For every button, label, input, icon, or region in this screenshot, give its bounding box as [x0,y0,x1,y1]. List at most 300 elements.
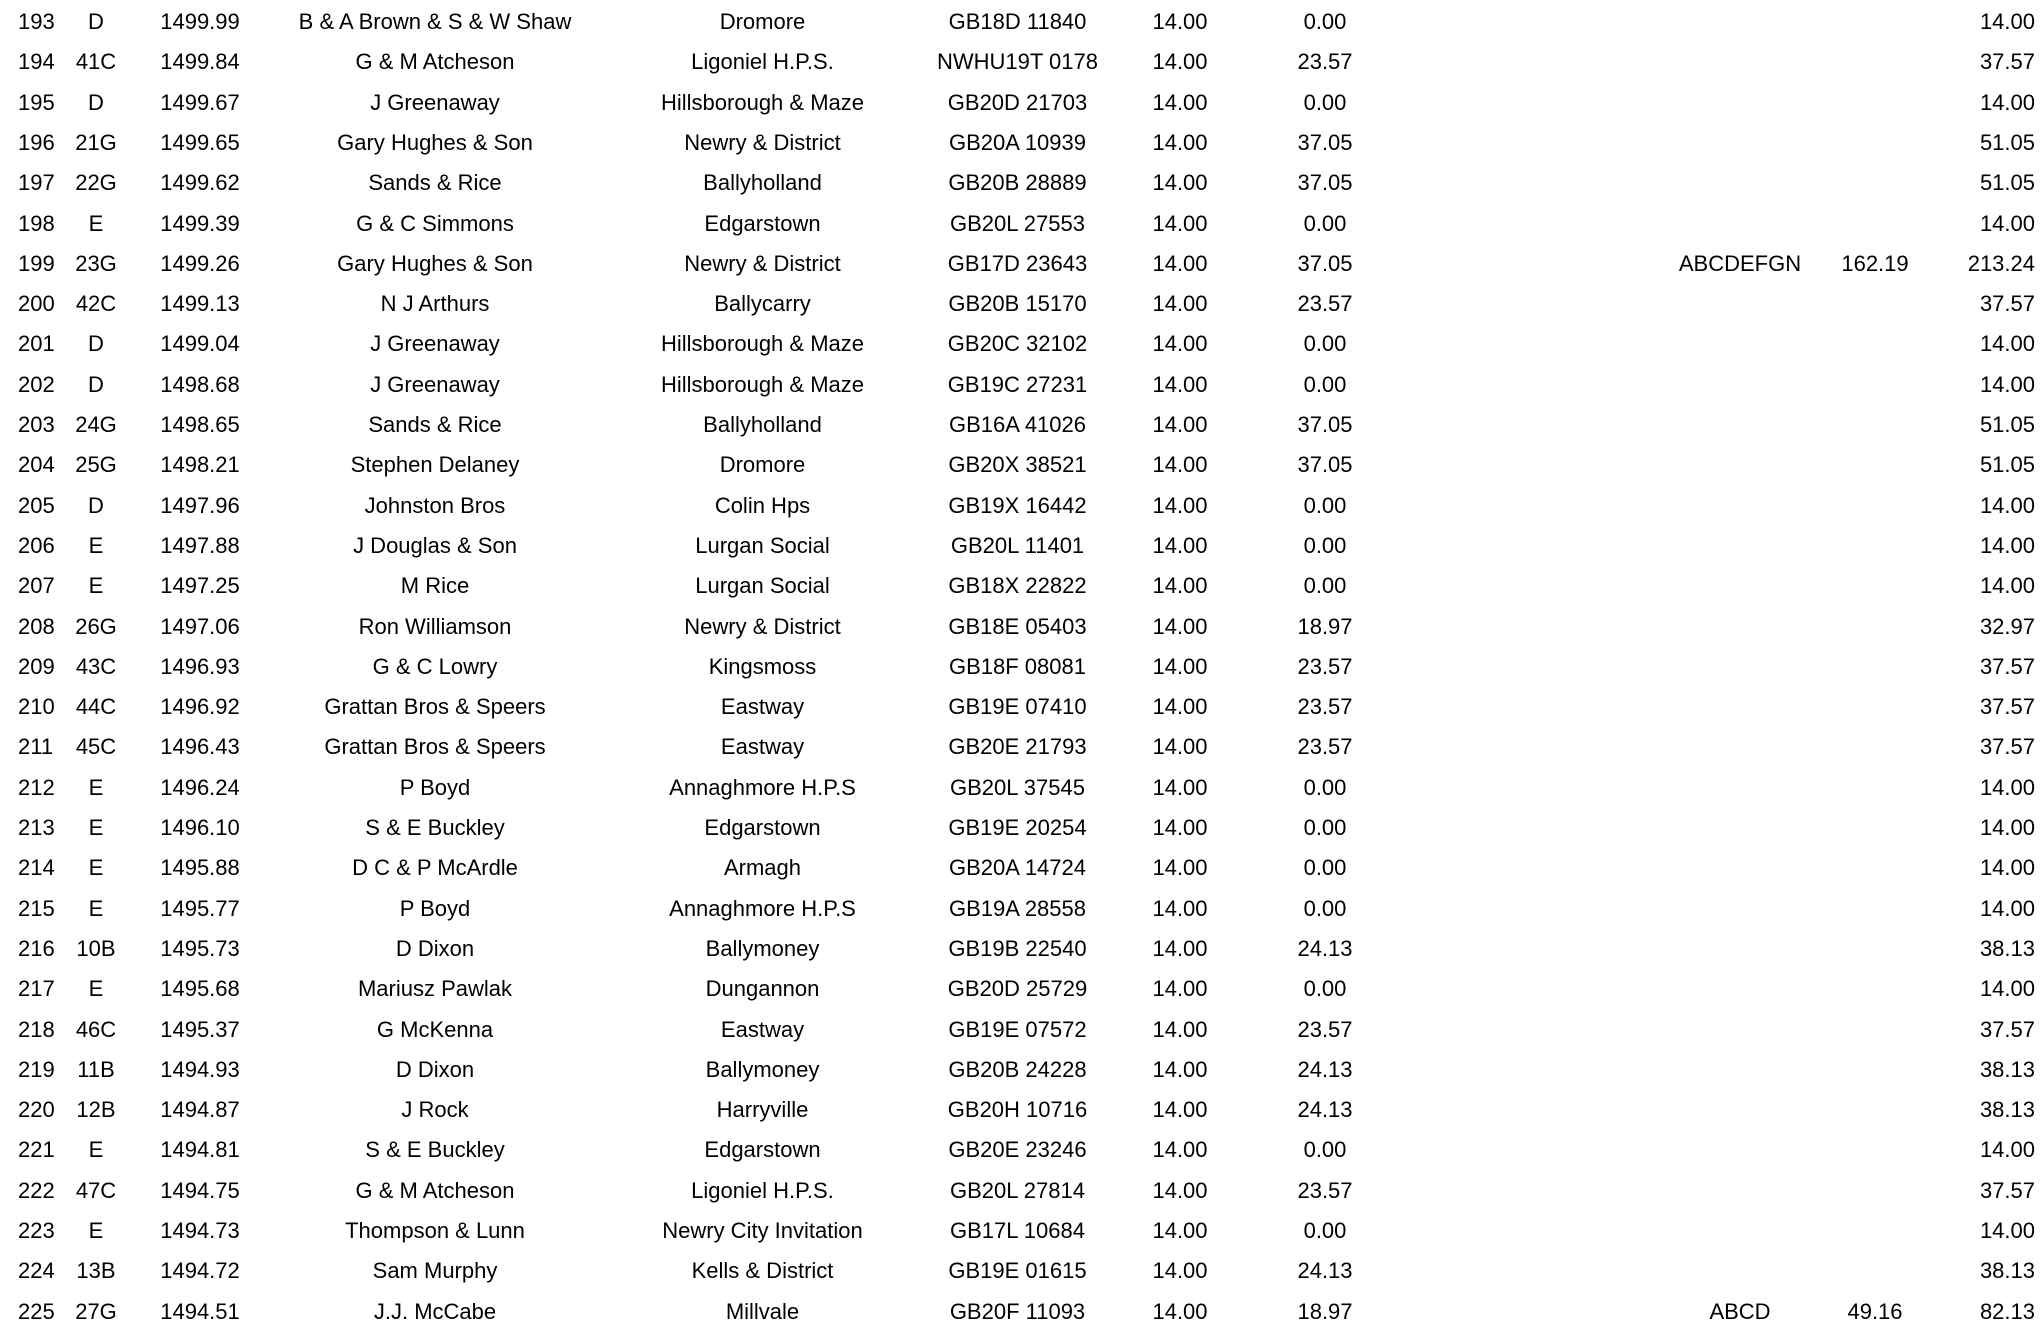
fancier-name-cell: J Greenaway [370,371,500,397]
entry-cell: 14.00 [1152,734,1208,760]
entry-cell: 14.00 [1152,895,1208,921]
rank-cell: 212 [18,774,55,800]
table-row [0,204,2043,244]
club-cell: Ballymoney [705,935,820,961]
total-cell: 14.00 [1979,1218,2035,1243]
pools-amount-cell [1820,123,1930,163]
total-cell: 51.05 [1979,129,2035,155]
pools-amount-cell [1820,405,1930,445]
entry-cell: 14.00 [1152,774,1208,800]
section-cell: E [88,895,104,921]
table-row [0,163,2043,203]
table-row [0,365,2043,405]
section-cell: 11B [77,1056,115,1082]
fancier-name-cell: Mariusz Pawlak [357,976,513,1002]
section-cell: E [88,855,104,881]
prize-cell: 18.97 [1297,613,1353,639]
total-cell: 14.00 [1979,9,2035,34]
fancier-name-cell: Sands & Rice [368,170,502,196]
velocity-cell: 1496.43 [160,734,240,760]
club-cell: Hillsborough & Maze [661,89,864,115]
prize-cell: 0.00 [1303,371,1347,397]
table-row [0,526,2043,566]
velocity-cell: 1499.62 [160,170,240,196]
section-cell: E [88,774,104,800]
ring-number-cell: GB18F 08081 [949,653,1086,679]
total-cell: 213.24 [1967,250,2035,276]
table-row [0,83,2043,123]
rank-cell: 199 [18,250,55,276]
club-cell: Dungannon [705,976,820,1002]
ring-number-cell: GB20F 11093 [949,1298,1086,1324]
ring-number-cell: GB20D 21703 [947,89,1088,115]
entry-cell: 14.00 [1152,976,1208,1002]
ring-number-cell: GB19B 22540 [948,935,1087,961]
table-row [0,1171,2043,1211]
total-cell: 37.57 [1979,1016,2035,1042]
section-cell: 47C [75,1177,117,1203]
section-cell: E [88,532,104,558]
pools-cell [1640,526,1840,566]
club-cell: Eastway [720,734,805,760]
ring-number-cell: GB19E 20254 [948,815,1087,840]
prize-cell: 37.05 [1297,250,1353,276]
ring-number-cell: GB20C 32102 [947,331,1088,357]
total-cell: 32.97 [1979,613,2035,639]
pools-cell [1640,1010,1840,1050]
prize-cell: 0.00 [1303,976,1347,1002]
fancier-name-cell: B & A Brown & S & W Shaw [298,9,572,34]
table-row [0,244,2043,284]
pools-cell [1640,727,1840,767]
prize-cell: 0.00 [1303,573,1347,599]
rank-cell: 216 [18,935,55,961]
club-cell: Lurgan Social [695,532,830,558]
rank-cell: 219 [18,1056,55,1082]
pools-cell [1640,83,1840,123]
entry-cell: 14.00 [1152,1097,1208,1123]
fancier-name-cell: G McKenna [376,1016,494,1042]
velocity-cell: 1497.06 [160,613,240,639]
section-cell: D [88,492,104,518]
pools-cell: ABCDEFGN [1678,250,1802,276]
section-cell: E [88,815,104,840]
table-row [0,486,2043,526]
prize-cell: 0.00 [1303,1137,1347,1163]
pools-amount-cell [1820,1130,1930,1170]
section-cell: D [88,89,104,115]
rank-cell: 211 [18,734,54,760]
prize-cell: 0.00 [1303,895,1347,921]
velocity-cell: 1499.26 [160,250,240,276]
velocity-cell: 1498.21 [160,452,240,478]
pools-cell [1640,163,1840,203]
total-cell: 37.57 [1979,694,2035,720]
pools-amount-cell [1820,1050,1930,1090]
entry-cell: 14.00 [1152,89,1208,115]
prize-cell: 0.00 [1303,774,1347,800]
pools-amount-cell [1820,566,1930,606]
prize-cell: 24.13 [1297,1258,1353,1284]
pools-amount-cell [1820,1090,1930,1130]
table-row [0,445,2043,485]
pools-cell [1640,969,1840,1009]
pools-cell [1640,123,1840,163]
ring-number-cell: GB20A 10939 [948,129,1086,155]
fancier-name-cell: G & M Atcheson [355,49,515,75]
fancier-name-cell: P Boyd [399,895,471,921]
section-cell: 10B [76,935,116,961]
fancier-name-cell: Grattan Bros & Speers [324,734,546,760]
prize-cell: 23.57 [1297,291,1353,317]
velocity-cell: 1494.75 [160,1177,240,1203]
club-cell: Annaghmore H.P.S [669,895,856,921]
fancier-name-cell: G & M Atcheson [355,1177,515,1203]
rank-cell: 202 [18,371,55,397]
rank-cell: 208 [18,613,55,639]
velocity-cell: 1494.73 [160,1218,240,1243]
club-cell: Newry City Invitation [662,1218,863,1243]
velocity-cell: 1499.84 [160,49,240,75]
prize-cell: 0.00 [1303,855,1347,881]
ring-number-cell: GB20L 27814 [950,1177,1085,1203]
section-cell: 45C [75,734,117,760]
table-row [0,687,2043,727]
entry-cell: 14.00 [1152,653,1208,679]
ring-number-cell: GB20B 15170 [948,291,1087,317]
fancier-name-cell: G & C Simmons [356,210,514,236]
total-cell: 38.13 [1979,935,2035,961]
table-row [0,607,2043,647]
club-cell: Colin Hps [714,492,811,518]
entry-cell: 14.00 [1152,331,1208,357]
table-row [0,284,2043,324]
table-row [0,647,2043,687]
club-cell: Newry & District [684,129,841,155]
ring-number-cell: GB20X 38521 [948,452,1087,478]
total-cell: 14.00 [1979,976,2035,1002]
velocity-cell: 1494.51 [160,1298,240,1324]
fancier-name-cell: D Dixon [395,935,475,961]
club-cell: Newry & District [684,250,841,276]
entry-cell: 14.00 [1152,613,1208,639]
total-cell: 14.00 [1979,210,2035,236]
ring-number-cell: GB20B 24228 [948,1056,1087,1082]
velocity-cell: 1496.93 [160,653,240,679]
section-cell: 22G [75,170,117,196]
total-cell: 37.57 [1979,653,2035,679]
total-cell: 38.13 [1979,1258,2035,1284]
club-cell: Hillsborough & Maze [661,331,864,357]
rank-cell: 221 [18,1137,55,1163]
club-cell: Ballyholland [703,170,822,196]
section-cell: 42C [75,291,117,317]
ring-number-cell: GB20L 37545 [950,774,1085,800]
section-cell: 43C [75,653,117,679]
ring-number-cell: GB19A 28558 [948,895,1086,921]
pools-amount-cell [1820,83,1930,123]
entry-cell: 14.00 [1152,855,1208,881]
total-cell: 37.57 [1979,291,2035,317]
section-cell: D [88,9,104,34]
club-cell: Dromore [719,9,806,34]
table-row [0,2,2043,42]
rank-cell: 193 [18,9,55,34]
pools-amount-cell: 162.19 [1841,250,1909,276]
entry-cell: 14.00 [1152,815,1208,840]
prize-cell: 23.57 [1297,1177,1353,1203]
entry-cell: 14.00 [1152,532,1208,558]
entry-cell: 14.00 [1152,371,1208,397]
fancier-name-cell: J.J. McCabe [373,1298,497,1324]
section-cell: E [88,573,104,599]
total-cell: 37.57 [1979,734,2035,760]
pools-cell [1640,2,1840,42]
rank-cell: 198 [18,210,55,236]
section-cell: 24G [75,412,117,437]
ring-number-cell: GB19E 07410 [948,694,1087,720]
pools-amount-cell [1820,969,1930,1009]
table-row [0,969,2043,1009]
section-cell: E [88,1218,104,1243]
fancier-name-cell: M Rice [400,573,470,599]
fancier-name-cell: J Douglas & Son [353,532,517,558]
rank-cell: 210 [18,694,55,720]
fancier-name-cell: Stephen Delaney [350,452,520,478]
section-cell: 25G [75,452,117,478]
club-cell: Ligoniel H.P.S. [691,49,834,75]
entry-cell: 14.00 [1152,1177,1208,1203]
pools-amount-cell [1820,1211,1930,1251]
club-cell: Harryville [716,1097,809,1123]
total-cell: 14.00 [1979,573,2035,599]
velocity-cell: 1499.99 [160,9,240,34]
club-cell: Millvale [725,1298,800,1324]
ring-number-cell: GB18D 11840 [948,9,1087,34]
prize-cell: 0.00 [1303,9,1347,34]
pools-cell [1640,365,1840,405]
total-cell: 14.00 [1979,815,2035,840]
entry-cell: 14.00 [1152,412,1208,437]
table-row [0,1211,2043,1251]
table-row [0,405,2043,445]
fancier-name-cell: Ron Williamson [358,613,512,639]
entry-cell: 14.00 [1152,9,1208,34]
pools-amount-cell: 49.16 [1847,1298,1903,1324]
pools-amount-cell [1820,324,1930,364]
pools-cell [1640,284,1840,324]
ring-number-cell: GB19X 16442 [948,492,1087,518]
pools-amount-cell [1820,445,1930,485]
velocity-cell: 1495.37 [160,1016,240,1042]
ring-number-cell: GB18X 22822 [948,573,1087,599]
pools-cell [1640,889,1840,929]
velocity-cell: 1497.88 [160,532,240,558]
fancier-name-cell: J Greenaway [370,89,500,115]
velocity-cell: 1494.72 [160,1258,240,1284]
pools-amount-cell [1820,2,1930,42]
ring-number-cell: GB20B 28889 [948,170,1087,196]
velocity-cell: 1495.77 [160,895,240,921]
table-row [0,727,2043,767]
total-cell: 38.13 [1979,1097,2035,1123]
entry-cell: 14.00 [1152,1218,1208,1243]
pools-cell [1640,445,1840,485]
section-cell: 41C [75,49,117,75]
fancier-name-cell: Gary Hughes & Son [337,129,533,155]
pools-cell [1640,405,1840,445]
entry-cell: 14.00 [1152,492,1208,518]
pools-cell [1640,647,1840,687]
table-row [0,324,2043,364]
section-cell: 46C [75,1016,117,1042]
table-row [0,1292,2043,1332]
rank-cell: 213 [18,815,55,840]
ring-number-cell: GB17L 10684 [950,1218,1085,1243]
rank-cell: 196 [18,129,55,155]
club-cell: Kingsmoss [708,653,817,679]
pools-amount-cell [1820,526,1930,566]
pools-amount-cell [1820,1171,1930,1211]
club-cell: Eastway [720,694,805,720]
pools-amount-cell [1820,1010,1930,1050]
pools-amount-cell [1820,768,1930,808]
ring-number-cell: GB20L 27553 [950,210,1085,236]
prize-cell: 0.00 [1303,815,1347,840]
pools-amount-cell [1820,727,1930,767]
fancier-name-cell: J Greenaway [370,331,500,357]
rank-cell: 214 [18,855,55,881]
ring-number-cell: GB19E 07572 [948,1016,1087,1042]
prize-cell: 18.97 [1297,1298,1353,1324]
velocity-cell: 1495.88 [160,855,240,881]
club-cell: Lurgan Social [695,573,830,599]
total-cell: 51.05 [1979,412,2035,437]
total-cell: 38.13 [1979,1056,2035,1082]
rank-cell: 225 [18,1298,55,1324]
rank-cell: 223 [18,1218,55,1243]
fancier-name-cell: Gary Hughes & Son [337,250,533,276]
club-cell: Hillsborough & Maze [661,371,864,397]
fancier-name-cell: S & E Buckley [365,815,505,840]
rank-cell: 203 [18,412,55,437]
pools-cell [1640,607,1840,647]
prize-cell: 24.13 [1297,935,1353,961]
total-cell: 82.13 [1979,1298,2035,1324]
table-row [0,889,2043,929]
prize-cell: 0.00 [1303,532,1347,558]
rank-cell: 195 [18,89,55,115]
total-cell: 14.00 [1979,492,2035,518]
fancier-name-cell: Sands & Rice [368,412,502,437]
pools-amount-cell [1820,204,1930,244]
club-cell: Ligoniel H.P.S. [691,1177,834,1203]
pools-amount-cell [1820,687,1930,727]
entry-cell: 14.00 [1152,452,1208,478]
section-cell: 23G [75,250,117,276]
club-cell: Ballymoney [705,1056,820,1082]
pools-amount-cell [1820,486,1930,526]
pools-amount-cell [1820,1251,1930,1291]
ring-number-cell: GB17D 23643 [947,250,1088,276]
prize-cell: 0.00 [1303,492,1347,518]
fancier-name-cell: Grattan Bros & Speers [324,694,546,720]
ring-number-cell: GB20H 10716 [947,1097,1088,1123]
section-cell: E [88,1137,104,1163]
section-cell: E [88,210,104,236]
club-cell: Edgarstown [704,815,821,840]
pools-cell [1640,42,1840,82]
pools-cell [1640,929,1840,969]
fancier-name-cell: D C & P McArdle [352,855,518,881]
prize-cell: 24.13 [1297,1097,1353,1123]
ring-number-cell: GB19C 27231 [947,371,1088,397]
fancier-name-cell: G & C Lowry [372,653,498,679]
club-cell: Kells & District [691,1258,834,1284]
pools-cell [1640,808,1840,848]
velocity-cell: 1496.24 [160,774,240,800]
section-cell: 26G [75,613,117,639]
velocity-cell: 1496.92 [160,694,240,720]
prize-cell: 37.05 [1297,452,1353,478]
table-row [0,1050,2043,1090]
pools-amount-cell [1820,889,1930,929]
prize-cell: 23.57 [1297,49,1353,75]
table-row [0,1130,2043,1170]
total-cell: 14.00 [1979,331,2035,357]
entry-cell: 14.00 [1152,694,1208,720]
club-cell: Edgarstown [704,210,821,236]
velocity-cell: 1498.68 [160,371,240,397]
prize-cell: 37.05 [1297,129,1353,155]
section-cell: 44C [75,694,117,720]
total-cell: 14.00 [1979,1137,2035,1163]
pools-cell [1640,1211,1840,1251]
pools-cell [1640,204,1840,244]
entry-cell: 14.00 [1152,935,1208,961]
pools-cell [1640,566,1840,606]
ring-number-cell: GB20E 21793 [948,734,1087,760]
rank-cell: 220 [18,1097,55,1123]
entry-cell: 14.00 [1152,210,1208,236]
velocity-cell: 1499.13 [160,291,240,317]
velocity-cell: 1494.93 [160,1056,240,1082]
section-cell: 21G [75,129,117,155]
entry-cell: 14.00 [1152,49,1208,75]
table-row [0,768,2043,808]
pools-amount-cell [1820,647,1930,687]
prize-cell: 23.57 [1297,1016,1353,1042]
section-cell: 27G [75,1298,117,1324]
entry-cell: 14.00 [1152,1298,1208,1324]
pools-amount-cell [1820,42,1930,82]
table-row [0,929,2043,969]
club-cell: Armagh [723,855,802,881]
pools-amount-cell [1820,929,1930,969]
prize-cell: 0.00 [1303,89,1347,115]
total-cell: 51.05 [1979,170,2035,196]
fancier-name-cell: Thompson & Lunn [345,1218,525,1243]
velocity-cell: 1499.65 [160,129,240,155]
section-cell: 12B [76,1097,116,1123]
club-cell: Ballyholland [703,412,822,437]
club-cell: Dromore [719,452,806,478]
pools-cell [1640,486,1840,526]
rank-cell: 201 [18,331,55,357]
rank-cell: 205 [18,492,55,518]
fancier-name-cell: Johnston Bros [364,492,506,518]
pools-cell [1640,768,1840,808]
